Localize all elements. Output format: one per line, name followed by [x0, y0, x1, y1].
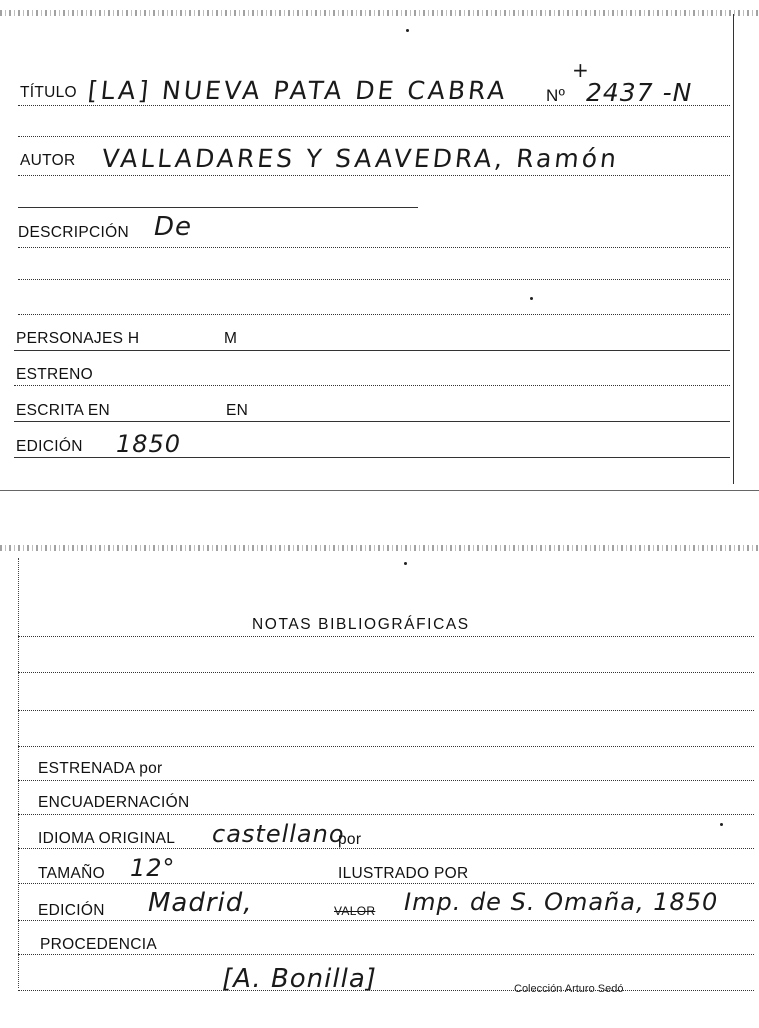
encuadernacion-rule: [18, 814, 754, 815]
idioma-rule: [18, 848, 754, 849]
ilustrado-label: ILUSTRADO POR: [338, 865, 469, 882]
card-top-edge: [0, 545, 759, 551]
autor-rule: [18, 175, 730, 176]
notas-rule-4: [18, 746, 754, 747]
notas-rule-1: [18, 636, 754, 637]
notas-heading: NOTAS BIBLIOGRÁFICAS: [252, 616, 470, 633]
card-bottom-edge: [0, 490, 759, 491]
titulo-rule: [18, 105, 730, 106]
valor-label: VALOR: [334, 904, 376, 918]
numero-value: 2437 -N: [586, 78, 693, 107]
idioma-value: castellano: [212, 820, 345, 848]
encuadernacion-label: ENCUADERNACIÓN: [38, 794, 190, 811]
descripcion-rule: [18, 247, 730, 248]
blank-rule-4: [18, 314, 730, 315]
collection-credit: Colección Arturo Sedó: [514, 983, 624, 995]
edicion-back-rule: [18, 920, 754, 921]
procedencia-label: PROCEDENCIA: [40, 936, 157, 953]
titulo-value: [LA] NUEVA PATA DE CABRA: [86, 76, 510, 105]
descripcion-value: De: [154, 212, 193, 242]
ink-speck: [406, 29, 409, 32]
blank-rule-2: [18, 207, 418, 208]
personajes-m-label: M: [224, 330, 238, 347]
ink-speck: [404, 562, 407, 565]
estreno-rule: [14, 385, 730, 386]
autor-label: AUTOR: [20, 152, 76, 169]
procedencia-rule: [18, 954, 754, 955]
escrita-rule: [14, 421, 730, 422]
ink-speck: [720, 823, 723, 826]
edicion-printer: Imp. de S. Omaña, 1850: [404, 888, 719, 916]
blank-rule-3: [18, 279, 730, 280]
card-top-edge: [0, 10, 759, 16]
titulo-label: TÍTULO: [20, 84, 77, 101]
edicion-back-label: EDICIÓN: [38, 902, 105, 919]
idioma-label: IDIOMA ORIGINAL: [38, 830, 176, 847]
edicion-rule: [14, 457, 730, 458]
blank-rule-1: [18, 136, 730, 137]
escrita-label: ESCRITA EN: [16, 402, 111, 419]
descripcion-label: DESCRIPCIÓN: [18, 224, 129, 241]
procedencia-value: [A. Bonilla]: [222, 964, 377, 994]
notas-rule-3: [18, 710, 754, 711]
numero-label: Nº: [546, 86, 566, 105]
ink-speck: [530, 297, 533, 300]
edicion-value: 1850: [116, 430, 182, 458]
catalog-card-back: [0, 540, 759, 1028]
estrenada-rule: [18, 780, 754, 781]
autor-value: VALLADARES Y SAAVEDRA, Ramón: [100, 144, 621, 173]
numero-mark: +: [572, 58, 590, 82]
tamano-label: TAMAÑO: [38, 865, 105, 882]
card-left-edge: [18, 558, 19, 988]
catalog-card-front: [0, 0, 759, 492]
procedencia-rule-2: [18, 990, 754, 991]
card-right-edge: [733, 14, 734, 484]
edicion-place: Madrid,: [148, 888, 253, 918]
escrita-en-label: EN: [226, 402, 249, 419]
notas-rule-2: [18, 672, 754, 673]
estrenada-label: ESTRENADA por: [38, 760, 163, 777]
personajes-label: PERSONAJES H: [16, 330, 140, 347]
estreno-label: ESTRENO: [16, 366, 94, 383]
tamano-rule: [18, 883, 754, 884]
personajes-rule: [14, 350, 730, 351]
idioma-por-label: por: [338, 831, 362, 848]
edicion-label: EDICIÓN: [16, 438, 83, 455]
tamano-value: 12°: [130, 854, 176, 882]
